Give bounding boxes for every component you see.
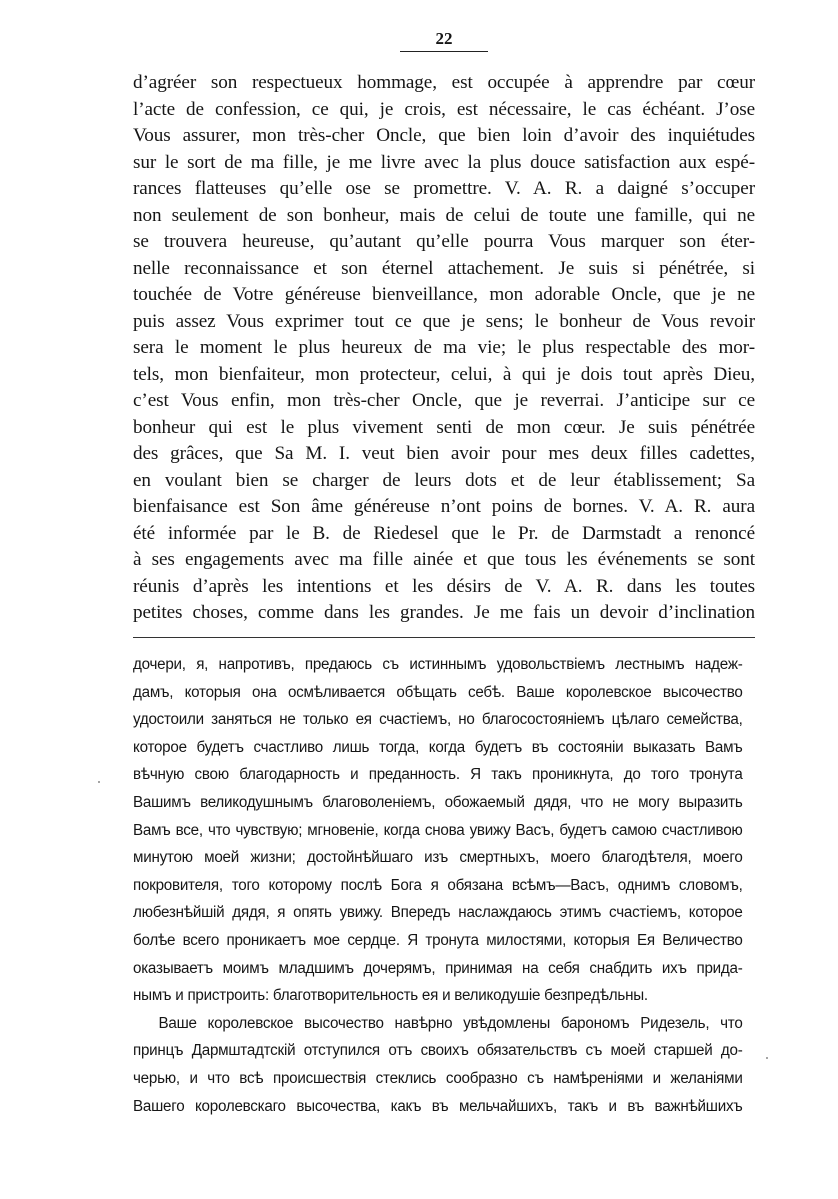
text-line: touchée de Votre généreuse bienveillance, mon adorable Oncle, que je ne <box>133 284 755 305</box>
text-line: любезнѣйшій дядя, я опять увижу. Впередъ наслаждаюсь этимъ счастіемъ, которое <box>133 904 743 922</box>
text-line: Вашего королевскаго высочества, какъ въ мельчайшихъ, такъ и въ важнѣйшихъ <box>133 1097 743 1115</box>
text-line: bonheur qui est le plus vivement senti de mon cœur. Je suis pénétrée <box>133 416 755 438</box>
text-line: удостоили заняться не только ея счастіемъ, но благосостояніемъ цѣлаго семейства, <box>133 711 743 729</box>
text-line: réunis d’après les intentions et les désirs de V. A. R. dans les toutes <box>133 575 755 597</box>
scan-speck <box>766 1057 768 1059</box>
text-line: en voulant bien se charger de leurs dots et de leur établissement; Sa <box>133 469 755 491</box>
page-number: 22 <box>435 29 453 48</box>
text-line: принцъ Дармштадтскій отступился отъ своихъ обязательствъ съ моей старшей до- <box>133 1042 743 1060</box>
text-line: des grâces, que Sa M. I. veut bien avoir pour mes deux filles cadettes, <box>133 443 755 464</box>
text-line: Ваше королевское высочество навѣрно увѣдомлены барономъ Ридезель, что <box>158 1014 743 1032</box>
russian-translation-text <box>133 651 755 1120</box>
text-line: rances flatteuses qu’elle ose se promettre. V. A. R. a daigné s’occuper <box>133 178 755 199</box>
text-line: d’agréer son respectueux hommage, est occupée à apprendre par cœur <box>133 72 755 93</box>
text-line: puis assez Vous exprimer tout ce que je sens; le bonheur de Vous revoir <box>133 310 755 332</box>
text-line: sera le moment le plus heureux de ma vie; le plus respectable des mor- <box>133 337 755 358</box>
text-line: Вамъ все, что чувствую; мгновеніе, когда снова увижу Васъ, будетъ самою счастливою <box>133 821 743 839</box>
text-line: минутою моей жизни; достойнѣйшаго изъ смертныхъ, моего благодѣтеля, моего <box>133 849 743 867</box>
french-original-text <box>133 70 755 627</box>
page-number-rule <box>400 51 488 52</box>
text-line: bienfaisance est Son âme généreuse n’ont poins de bornes. V. A. R. aura <box>133 496 755 517</box>
section-divider <box>133 637 755 638</box>
text-line: нымъ и пристроить: благотворительность ея и великодушіе безпредѣльны. <box>133 987 648 1005</box>
text-line: se trouvera heureuse, qu’autant qu’elle pourra Vous marquer son éter- <box>133 231 755 252</box>
text-line: à ses engagements avec ma fille ainée et que tous les événements se sont <box>133 549 755 570</box>
text-line: nelle reconnaissance et son éternel attachement. Je suis si pénétrée, si <box>133 257 755 279</box>
text-line: дочери, я, напротивъ, предаюсь съ истиннымъ удовольствіемъ лестнымъ надеж- <box>133 656 743 673</box>
scan-speck <box>98 781 100 783</box>
text-line: petites choses, comme dans les grandes. Je me fais un devoir d’inclination <box>133 602 755 623</box>
translation-paragraph-1 <box>133 651 755 1010</box>
text-line: l’acte de confession, ce qui, je crois, est nécessaire, le cas échéant. J’ose <box>133 98 755 120</box>
text-line: Вашимъ великодушнымъ благоволеніемъ, обожаемый дядя, что не могу выразить <box>133 793 743 811</box>
text-line: оказываетъ моимъ младшимъ дочерямъ, принимая на себя снабдить ихъ прида- <box>133 959 743 977</box>
text-line: болѣе всего проникаетъ мое сердце. Я тронута милостями, которыя Ея Величество <box>133 931 743 949</box>
text-line: été informée par le B. de Riedesel que le Pr. de Darmstadt a renoncé <box>133 522 755 544</box>
text-line: Vous assurer, mon très-cher Oncle, que bien loin d’avoir des inquiétudes <box>133 125 755 146</box>
text-line: дамъ, которыя она осмѣливается обѣщать себѣ. Ваше королевское высочество <box>133 683 743 701</box>
translation-paragraph-2 <box>133 1010 755 1120</box>
text-line: sur le sort de ma fille, je me livre avec la plus douce satisfaction aux espé- <box>133 151 755 173</box>
text-line: черью, и что всѣ происшествія стеклись сообразно съ намѣреніями и желаніями <box>133 1069 743 1087</box>
text-line: которое будетъ счастливо лишь тогда, когда будетъ въ состояніи выказать Вамъ <box>133 738 743 756</box>
text-line: покровителя, того которому послѣ Бога я обязана всѣмъ—Васъ, однимъ словомъ, <box>133 876 743 894</box>
text-line: non seulement de son bonheur, mais de celui de toute une famille, qui ne <box>133 204 755 226</box>
text-line: вѣчную свою благодарность и преданность. Я такъ проникнута, до того тронута <box>133 766 743 784</box>
text-line: tels, mon bienfaiteur, mon protecteur, celui, à qui je dois tout après Dieu, <box>133 363 755 385</box>
text-line: c’est Vous enfin, mon très-cher Oncle, que je reverrai. J’anticipe sur ce <box>133 390 755 411</box>
